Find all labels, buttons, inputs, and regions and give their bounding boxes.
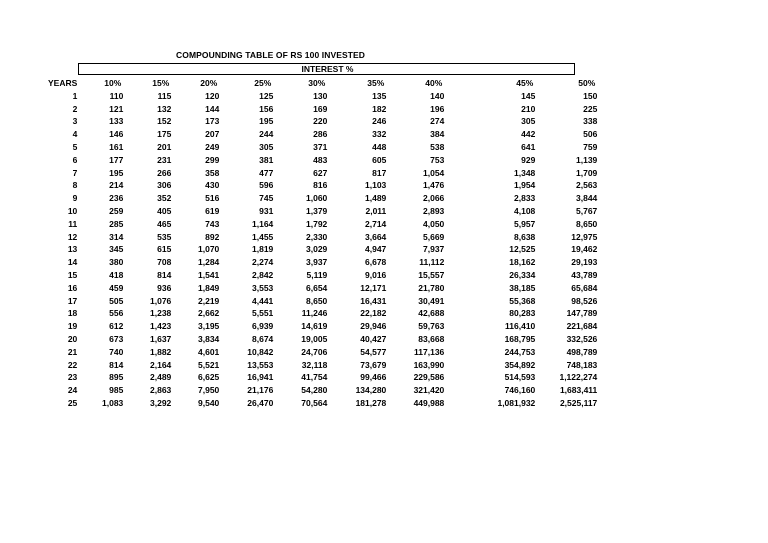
rate-header: 40%	[425, 78, 443, 88]
table-row	[26, 397, 597, 410]
value-cell: 140	[430, 90, 445, 101]
value-cell: 1,709	[576, 167, 598, 178]
value-cell: 19,462	[571, 244, 598, 255]
value-cell: 1,476	[423, 180, 445, 191]
value-cell: 146	[109, 129, 124, 140]
value-cell: 615	[157, 244, 172, 255]
value-cell: 1,070	[198, 244, 220, 255]
value-cell: 673	[109, 333, 124, 344]
value-cell: 220	[313, 116, 328, 127]
value-cell: 133	[109, 116, 124, 127]
value-cell: 156	[259, 103, 274, 114]
value-cell: 73,679	[360, 359, 387, 370]
value-cell: 5,767	[576, 205, 598, 216]
value-cell: 29,193	[571, 257, 598, 268]
value-cell: 814	[157, 269, 172, 280]
table-row	[26, 346, 597, 359]
value-cell: 384	[430, 129, 445, 140]
value-cell: 229,586	[413, 372, 445, 383]
value-cell: 483	[313, 154, 328, 165]
table-body	[26, 90, 597, 410]
year-cell: 14	[67, 257, 78, 268]
value-cell: 54,577	[360, 346, 387, 357]
value-cell: 125	[259, 90, 274, 101]
value-cell: 98,526	[571, 295, 598, 306]
value-cell: 7,937	[423, 244, 445, 255]
table-row	[26, 141, 597, 154]
value-cell: 1,060	[306, 193, 328, 204]
value-cell: 892	[205, 231, 220, 242]
table-row	[26, 269, 597, 282]
value-cell: 605	[372, 154, 387, 165]
value-cell: 2,164	[150, 359, 172, 370]
value-cell: 175	[157, 129, 172, 140]
year-cell: 3	[72, 116, 78, 127]
value-cell: 16,431	[360, 295, 387, 306]
value-cell: 9,016	[365, 269, 387, 280]
rate-header: 20%	[200, 78, 218, 88]
value-cell: 8,674	[252, 333, 274, 344]
value-cell: 1,819	[252, 244, 274, 255]
value-cell: 134,280	[355, 385, 387, 396]
value-cell: 759	[583, 141, 598, 152]
value-cell: 116,410	[505, 321, 536, 332]
table-row	[26, 192, 597, 205]
value-cell: 1,489	[365, 193, 387, 204]
value-cell: 4,947	[365, 244, 387, 255]
value-cell: 1,637	[150, 333, 172, 344]
value-cell: 305	[521, 116, 536, 127]
value-cell: 448	[372, 141, 387, 152]
value-cell: 516	[205, 193, 220, 204]
value-cell: 32,118	[301, 359, 328, 370]
value-cell: 332,526	[566, 333, 598, 344]
value-cell: 163,990	[413, 359, 445, 370]
value-cell: 1,954	[514, 180, 536, 191]
value-cell: 2,489	[150, 372, 172, 383]
value-cell: 743	[205, 218, 220, 229]
value-cell: 2,833	[514, 193, 536, 204]
value-cell: 8,650	[306, 295, 328, 306]
value-cell: 236	[109, 193, 124, 204]
value-cell: 24,706	[301, 346, 328, 357]
value-cell: 65,684	[571, 282, 598, 293]
value-cell: 314	[109, 231, 124, 242]
table-row	[26, 359, 597, 372]
value-cell: 929	[521, 154, 536, 165]
rate-header: 35%	[367, 78, 385, 88]
value-cell: 1,139	[576, 154, 598, 165]
value-cell: 740	[109, 346, 124, 357]
table-row	[26, 205, 597, 218]
value-cell: 12,171	[360, 282, 387, 293]
value-cell: 244,753	[504, 346, 536, 357]
value-cell: 1,103	[365, 180, 387, 191]
table-row	[26, 167, 597, 180]
year-cell: 24	[67, 385, 78, 396]
value-cell: 150	[583, 90, 598, 101]
year-cell: 18	[67, 308, 78, 319]
value-cell: 7,950	[198, 385, 220, 396]
value-cell: 231	[157, 154, 172, 165]
value-cell: 2,066	[423, 193, 445, 204]
value-cell: 748,183	[566, 359, 598, 370]
value-cell: 14,619	[301, 321, 328, 332]
year-cell: 9	[72, 193, 78, 204]
value-cell: 16,941	[247, 372, 274, 383]
year-cell: 21	[67, 346, 78, 357]
value-cell: 5,957	[514, 218, 536, 229]
value-cell: 6,654	[306, 282, 328, 293]
value-cell: 358	[205, 167, 220, 178]
value-cell: 753	[430, 154, 445, 165]
value-cell: 8,650	[576, 218, 598, 229]
value-cell: 936	[157, 282, 172, 293]
table-row	[26, 218, 597, 231]
value-cell: 41,754	[301, 372, 328, 383]
value-cell: 22,182	[360, 308, 387, 319]
value-cell: 70,564	[301, 397, 328, 408]
value-cell: 201	[157, 141, 172, 152]
year-cell: 23	[67, 372, 78, 383]
value-cell: 556	[109, 308, 124, 319]
value-cell: 418	[109, 269, 124, 280]
value-cell: 4,601	[198, 346, 220, 357]
value-cell: 5,669	[423, 231, 445, 242]
value-cell: 168,795	[504, 333, 536, 344]
year-cell: 1	[72, 90, 78, 101]
value-cell: 21,176	[247, 385, 274, 396]
year-cell: 15	[67, 269, 78, 280]
value-cell: 59,763	[418, 321, 445, 332]
value-cell: 80,283	[509, 308, 536, 319]
value-cell: 449,988	[413, 397, 445, 408]
table-row	[26, 256, 597, 269]
value-cell: 29,946	[360, 321, 387, 332]
value-cell: 405	[157, 205, 172, 216]
value-cell: 1,284	[198, 257, 220, 268]
value-cell: 110	[109, 90, 124, 101]
table-title: COMPOUNDING TABLE OF RS 100 INVESTED	[176, 50, 366, 60]
value-cell: 1,081,932	[497, 397, 536, 408]
value-cell: 26,334	[509, 269, 536, 280]
value-cell: 321,420	[413, 385, 445, 396]
value-cell: 3,937	[306, 257, 328, 268]
year-cell: 8	[72, 180, 78, 191]
table-row	[26, 295, 597, 308]
value-cell: 11,112	[419, 257, 445, 268]
value-cell: 746,160	[504, 385, 536, 396]
value-cell: 1,423	[150, 321, 172, 332]
value-cell: 380	[109, 257, 124, 268]
value-cell: 6,625	[198, 372, 220, 383]
value-cell: 249	[205, 141, 220, 152]
value-cell: 381	[259, 154, 274, 165]
value-cell: 3,664	[365, 231, 387, 242]
value-cell: 246	[372, 116, 387, 127]
value-cell: 1,792	[306, 218, 328, 229]
value-cell: 181,278	[355, 397, 387, 408]
year-cell: 12	[67, 231, 78, 242]
value-cell: 306	[157, 180, 172, 191]
value-cell: 641	[521, 141, 536, 152]
value-cell: 2,219	[198, 295, 220, 306]
value-cell: 26,470	[247, 397, 274, 408]
value-cell: 221,684	[566, 321, 598, 332]
header-row	[26, 77, 597, 90]
year-cell: 6	[72, 154, 78, 165]
value-cell: 54,280	[301, 385, 328, 396]
value-cell: 12,975	[571, 231, 598, 242]
value-cell: 147,789	[566, 308, 598, 319]
value-cell: 11,246	[301, 308, 328, 319]
value-cell: 895	[109, 372, 124, 383]
rate-header: 50%	[578, 78, 596, 88]
value-cell: 1,541	[198, 269, 220, 280]
value-cell: 38,185	[509, 282, 536, 293]
rate-header: 25%	[254, 78, 272, 88]
value-cell: 538	[430, 141, 445, 152]
value-cell: 430	[205, 180, 220, 191]
value-cell: 214	[109, 180, 124, 191]
value-cell: 4,108	[514, 205, 536, 216]
value-cell: 4,441	[252, 295, 274, 306]
value-cell: 1,683,411	[559, 385, 598, 396]
table-row	[26, 384, 597, 397]
value-cell: 6,939	[252, 321, 274, 332]
interest-label: INTEREST %	[301, 64, 354, 74]
value-cell: 10,842	[247, 346, 274, 357]
value-cell: 182	[372, 103, 387, 114]
value-cell: 498,789	[566, 346, 598, 357]
value-cell: 816	[313, 180, 328, 191]
year-cell: 16	[67, 282, 78, 293]
value-cell: 115	[157, 90, 172, 101]
value-cell: 145	[521, 90, 536, 101]
value-cell: 745	[259, 193, 274, 204]
value-cell: 6,678	[365, 257, 387, 268]
value-cell: 514,593	[504, 372, 536, 383]
year-cell: 19	[67, 321, 78, 332]
value-cell: 5,521	[198, 359, 220, 370]
value-cell: 442	[521, 129, 536, 140]
year-cell: 25	[67, 397, 78, 408]
value-cell: 459	[109, 282, 124, 293]
value-cell: 244	[259, 129, 274, 140]
value-cell: 169	[313, 103, 328, 114]
value-cell: 40,427	[360, 333, 387, 344]
value-cell: 2,274	[252, 257, 274, 268]
value-cell: 21,780	[418, 282, 445, 293]
value-cell: 3,292	[150, 397, 172, 408]
value-cell: 305	[259, 141, 274, 152]
value-cell: 817	[372, 167, 387, 178]
value-cell: 3,553	[252, 282, 274, 293]
value-cell: 9,540	[198, 397, 220, 408]
value-cell: 477	[259, 167, 274, 178]
value-cell: 2,842	[252, 269, 274, 280]
value-cell: 2,525,117	[559, 397, 598, 408]
year-cell: 11	[68, 218, 78, 229]
value-cell: 120	[205, 90, 220, 101]
value-cell: 30,491	[418, 295, 445, 306]
value-cell: 1,455	[252, 231, 274, 242]
value-cell: 274	[430, 116, 445, 127]
value-cell: 3,834	[198, 333, 220, 344]
years-header: YEARS	[48, 78, 78, 88]
year-cell: 7	[72, 167, 78, 178]
value-cell: 196	[430, 103, 445, 114]
value-cell: 286	[313, 129, 328, 140]
value-cell: 505	[109, 295, 124, 306]
value-cell: 371	[313, 141, 328, 152]
value-cell: 338	[583, 116, 598, 127]
year-cell: 2	[72, 103, 78, 114]
value-cell: 1,054	[423, 167, 445, 178]
value-cell: 132	[157, 103, 172, 114]
value-cell: 2,563	[576, 180, 598, 191]
interest-header	[78, 63, 575, 75]
value-cell: 42,688	[418, 308, 445, 319]
rate-header: 45%	[516, 78, 534, 88]
value-cell: 619	[205, 205, 220, 216]
table-row	[26, 307, 597, 320]
value-cell: 55,368	[509, 295, 536, 306]
value-cell: 135	[372, 90, 387, 101]
table-row	[26, 333, 597, 346]
value-cell: 2,863	[150, 385, 172, 396]
value-cell: 18,162	[509, 257, 536, 268]
value-cell: 1,083	[102, 397, 124, 408]
rate-header: 10%	[104, 78, 122, 88]
value-cell: 1,849	[198, 282, 220, 293]
value-cell: 266	[157, 167, 172, 178]
compounding-table	[26, 77, 597, 410]
value-cell: 83,668	[418, 333, 445, 344]
value-cell: 1,238	[150, 308, 172, 319]
value-cell: 332	[372, 129, 387, 140]
table-row	[26, 128, 597, 141]
value-cell: 2,714	[365, 218, 387, 229]
value-cell: 2,893	[423, 205, 445, 216]
value-cell: 1,379	[306, 205, 328, 216]
table-row	[26, 90, 597, 103]
value-cell: 596	[259, 180, 274, 191]
year-cell: 10	[67, 205, 78, 216]
value-cell: 19,005	[301, 333, 328, 344]
value-cell: 814	[109, 359, 124, 370]
table-row	[26, 320, 597, 333]
value-cell: 5,119	[306, 269, 328, 280]
value-cell: 144	[205, 103, 220, 114]
value-cell: 173	[205, 116, 220, 127]
year-cell: 20	[67, 333, 78, 344]
value-cell: 259	[109, 205, 124, 216]
value-cell: 3,195	[198, 321, 220, 332]
value-cell: 299	[205, 154, 220, 165]
table-row	[26, 371, 597, 384]
table-row	[26, 179, 597, 192]
value-cell: 15,557	[418, 269, 445, 280]
table-row	[26, 282, 597, 295]
value-cell: 285	[109, 218, 124, 229]
value-cell: 43,789	[571, 269, 598, 280]
value-cell: 1,122,274	[559, 372, 598, 383]
table-row	[26, 103, 597, 116]
value-cell: 612	[109, 321, 124, 332]
year-cell: 5	[72, 141, 78, 152]
value-cell: 177	[109, 154, 124, 165]
value-cell: 354,892	[504, 359, 536, 370]
value-cell: 2,330	[306, 231, 328, 242]
value-cell: 13,553	[247, 359, 274, 370]
value-cell: 152	[157, 116, 172, 127]
value-cell: 1,164	[252, 218, 274, 229]
value-cell: 1,348	[514, 167, 536, 178]
value-cell: 3,029	[306, 244, 328, 255]
value-cell: 345	[109, 244, 124, 255]
value-cell: 8,638	[514, 231, 536, 242]
year-cell: 17	[67, 295, 78, 306]
value-cell: 12,525	[509, 244, 536, 255]
table-row	[26, 154, 597, 167]
value-cell: 161	[109, 141, 124, 152]
value-cell: 627	[313, 167, 328, 178]
value-cell: 225	[583, 103, 598, 114]
year-cell: 22	[67, 359, 78, 370]
value-cell: 4,050	[423, 218, 445, 229]
value-cell: 121	[109, 103, 124, 114]
table-row	[26, 243, 597, 256]
value-cell: 207	[205, 129, 220, 140]
year-cell: 13	[67, 244, 78, 255]
value-cell: 195	[109, 167, 124, 178]
rate-header: 30%	[308, 78, 326, 88]
value-cell: 130	[313, 90, 328, 101]
table-row	[26, 231, 597, 244]
value-cell: 117,136	[414, 346, 445, 357]
value-cell: 708	[157, 257, 172, 268]
value-cell: 985	[109, 385, 124, 396]
table-row	[26, 115, 597, 128]
value-cell: 535	[157, 231, 172, 242]
value-cell: 352	[157, 193, 172, 204]
rate-header: 15%	[152, 78, 170, 88]
year-cell: 4	[72, 129, 78, 140]
value-cell: 465	[157, 218, 172, 229]
value-cell: 1,882	[150, 346, 172, 357]
value-cell: 2,011	[365, 205, 387, 216]
value-cell: 506	[583, 129, 598, 140]
value-cell: 5,551	[252, 308, 274, 319]
value-cell: 99,466	[360, 372, 387, 383]
value-cell: 195	[259, 116, 274, 127]
value-cell: 931	[259, 205, 274, 216]
value-cell: 3,844	[576, 193, 598, 204]
value-cell: 2,662	[198, 308, 220, 319]
value-cell: 210	[521, 103, 536, 114]
value-cell: 1,076	[150, 295, 172, 306]
